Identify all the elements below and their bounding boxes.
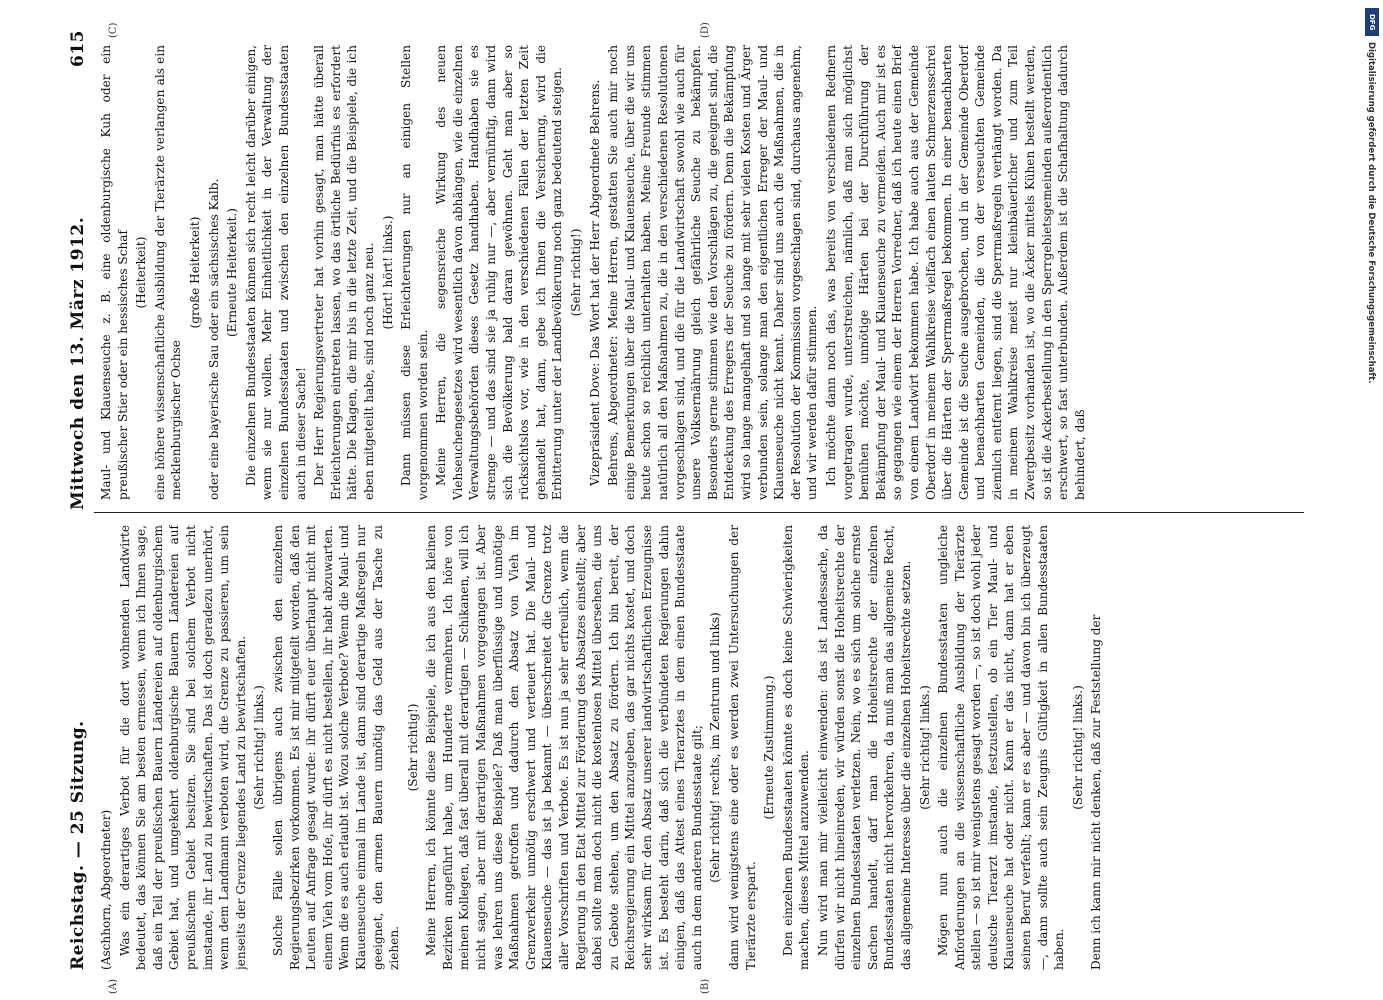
paragraph: eine höhere wissenschaftliche Ausbildung der Tierärzte verlangen als ein mecklenburgischer Ochse bbox=[152, 45, 184, 500]
paragraph: Solche Fälle sollen übrigens auch zwischen den einzelnen Regierungsbezirken vorkommen. Es ist mir mitgeteilt worden, daß den Leuten auf Anfrage gesagt wurde: ihr dürft euer überhaupt nicht mit einem Vieh vom Hofe, ihr dürft es nicht bestellen, ihr habt abzuwarten. Wenn die es auch erlaubt ist. Wozu solche Verbote? Wenn die Maul- und Klauenseuche einmal im Lande ist, dann sind derartige Maßregeln nur geeignet, den armen Bauern unnötig das Geld aus der Tasche zu ziehen. bbox=[270, 525, 402, 970]
paragraph: dann wird wenigstens eine oder es werden zwei Untersuchungen der Tierärzte erspart. bbox=[726, 525, 758, 970]
margin-mark-a: (A) bbox=[108, 978, 119, 994]
paragraph: oder eine bayerische Sau oder ein sächsisches Kalb. bbox=[206, 178, 221, 500]
paragraph: (Sehr richtig! links.) bbox=[917, 685, 932, 810]
paragraph: (Sehr richtig! rechts, im Zentrum und links) bbox=[708, 612, 723, 883]
paragraph: (Sehr richtig! links.) bbox=[252, 685, 267, 810]
rotated-page bbox=[60, 22, 1310, 994]
paragraph: (Erneute Heiterkeit.) bbox=[225, 207, 240, 338]
margin-mark-c: (C) bbox=[108, 22, 119, 38]
margin-mark-d: (D) bbox=[700, 22, 711, 38]
column-divider bbox=[94, 512, 1304, 513]
text-column-left bbox=[98, 525, 1298, 970]
paragraph: Vizepräsident Dove: Das Wort hat der Herr Abgeordnete Behrens. bbox=[587, 79, 602, 486]
paragraph: Mögen nun auch die einzelnen Bundesstaaten ungleiche Anforderungen an die wissenschaftliche Ausbildung der Tierärzte stellen — so ist mir wenigstens gesagt worden —, so ist doch wohl jeder deutsche Tierarzt imstande, festzustellen, ob ein Tier Maul- und Klauenseuche hat oder nicht. Kann er das nicht, dann hat er eben seinen Beruf verfehlt; kann er es aber — und davon bin ich überzeugt —, dann sollte auch sein Zeugnis Gültigkeit in allen Bundesstaaten haben. bbox=[936, 525, 1067, 970]
page-header bbox=[60, 30, 94, 970]
paragraph: Ich möchte dann noch das, was bereits von verschiedenen Rednern vorgetragen wurde, unterstreichen, nämlich, daß man sich möglichst bemühen möchte, unnötige Härten bei der Durchführung der Bekämpfung der Maul- und Klauenseuche zu vermeiden. Auch mir ist es so gegangen wie einem der Herren Vorredner, daß ich heute einen Brief von einem Landwirt bekommen habe. Ich habe auch aus der Gemeinde Oberdorf in meinem Wahlkreise vielfach einen lauten Schmerzensschrei über die Härten der Sperrmaßregel bekommen. In einer benachbarten Gemeinde ist die Seuche ausgebrochen, und in der Gemeinde Oberdorf und benachbarten Gemeinden, die von der verseuchten Gemeinde ziemlich entfernt liegen, sind die Sperrmaßregeln verhängt worden. Da in meinem Wahlkreise meist nur kleinbäuerlicher und zum Teil Zwergbesitz vorhanden ist, wo die Äcker mittels Kühen bestellt werden, so ist die Ackerbestellung in den Sperrgebietsgemeinden außerordentlich erschwert, so fast unterbunden. Außerdem ist die Schafhaltung dadurch behindert, daß bbox=[823, 45, 1087, 500]
paragraph: (große Heiterkeit) bbox=[187, 216, 202, 329]
digitization-credit: Digitalisierung gefördert durch die Deutsche Forschungsgemeinschaft. bbox=[1366, 42, 1376, 384]
paragraph: Nun wird man mir vielleicht einwenden: das ist Landessache, da dürfen wir nicht hineinreden, wir würden sonst die Hoheitsrechte der einzelnen Bundesstaaten verletzen. Nein, wo es sich um solche ernste Sachen handelt, darf man die Hoheitsrechte der einzelnen Bundesstaaten nicht hervorkehren, da muß man das allgemeine Recht, das allgemeine Interesse über die einzelnen Hoheitsrechte setzen. bbox=[815, 525, 913, 970]
margin-mark-b: (B) bbox=[700, 978, 711, 994]
paragraph: Meine Herren, ich könnte diese Beispiele, die ich aus den kleinen Bezirken angeführt habe, um Hunderte vermehren. Ich höre von meinen Kollegen, daß fast überall mit derartigen — Schikanen, will ich nicht sagen, aber mit derartigen Maßnahmen vorgegangen ist. Aber was lehren uns diese Beispiele? Daß man überflüssige und unnötige Maßnahmen getroffen und dadurch den Absatz von Vieh im Grenzverkehr unnötig erschwert und verteuert hat. Die Maul- und Klauenseuche — das ist ja bekannt — überschreitet die Grenze trotz aller Vorschriften und Verbote. Es ist nun ja sehr erfreulich, wenn die Regierung in den Etat Mittel zur Förderung des Absatzes einstellt; aber dabei sollte man doch nicht die kostenlosen Mittel übersehen, die uns zu Gebote stehen, um den Absatz zu fördern. Ich bin bereit, der Reichsregierung ein Mittel anzugeben, das gar nichts kostet, und doch sehr wirksam für den Absatz unserer landwirtschaftlichen Erzeugnisse ist. Es besteht darin, daß sich die verbündeten Regierungen dahin einigen, daß das Attest eines Tierarztes in dem einen Bundesstaate auch in dem anderen Bundesstaate gilt; bbox=[424, 525, 704, 970]
paragraph: Dann müssen diese Erleichterungen nur an einigen Stellen vorgenommen worden sein. bbox=[399, 45, 430, 500]
header-session: Reichstag. — 25 Sitzung. bbox=[68, 720, 88, 970]
paragraph: (Sehr richtig!) bbox=[405, 703, 420, 792]
text-column-right bbox=[98, 45, 1298, 500]
paragraph: Maul- und Klauenseuche z. B. eine oldenburgische Kuh oder ein preußischer Stier oder ein hessisches Schaf bbox=[99, 45, 130, 500]
paragraph: (Hört! hört! links.) bbox=[380, 215, 395, 330]
paragraph: (Erneute Zustimmung.) bbox=[762, 675, 777, 820]
paragraph: Meine Herren, die segensreiche Wirkung des neuen Viehseuchengesetzes wird wesentlich davon abhängen, wie die einzelnen Verwaltungsbehörden dieses Gesetz handhaben. Handhaben sie es strenge — und das sind sie ja ruhig nur —, aber vernünftig, dann wird sich die Bevölkerung bald daran gewöhnen. Geht man aber so rücksichtslos vor, wie in den verschiedenen Fällen der letzten Zeit gehandelt hat, dann, gebe ich Ihnen die Versicherung, wird die Erbitterung unter der Landbevölkerung noch ganz bedeutend steigen. bbox=[434, 45, 565, 500]
paragraph: Der Herr Regierungsvertreter hat vorhin gesagt, man hätte überall Erleichterungen eintreten lassen, wo das örtliche Bedürfnis es erfordert hätte. Die Klagen, die mir bis in die letzte Zeit, und die Beispiele, die ich eben mitgeteilt habe, sind noch ganz neu. bbox=[312, 45, 376, 500]
paragraph: (Sehr richtig!) bbox=[569, 228, 584, 317]
paragraph: Behrens, Abgeordneter: Meine Herren, gestatten Sie auch mir noch einige Bemerkungen über die Maul- und Klauenseuche, über die wir uns heute schon so reichlich unterhalten haben. Meine Freunde stimmen natürlich all den Maßnahmen zu, die in den verschiedenen Resolutionen vorgeschlagen sind, und die für die Landwirtschaft sowohl wie auch für unsere Volksernährung gleich gefährliche Seuche zu bekämpfen. Besonders gerne stimmen wie den Vorschlägen zu, die geeignet sind, die Entdeckung des Erregers der Seuche zu fördern. Denn die Bekämpfung wird so lange mangelhaft und so lange mit sehr vielen Kosten und Ärger verbunden sein, solange man den eigentlichen Erreger der Maul- und Klauenseuche nicht kennt. Daher sind uns auch die Maßnahmen, die in der Resolution der Kommission vorgeschlagen sind, durchaus angenehm, und wir werden dafür stimmen. bbox=[606, 45, 820, 500]
header-date: Mittwoch den 13. März 1912. bbox=[68, 216, 88, 510]
paragraph: Den einzelnen Bundesstaaten könnte es doch keine Schwierigkeiten machen, dieses Mittel anzuwenden. bbox=[780, 525, 812, 970]
paragraph: Denn ich kann mir nicht denken, daß zur Feststellung der bbox=[1089, 614, 1104, 970]
side-credit bbox=[1365, 8, 1379, 668]
paragraph: Was ein derartiges Verbot für die dort wohnenden Landwirte bedeutet, das können Sie am besten ermessen, wenn ich Ihnen sage, daß ein Teil der preußischen Bauern Ländereien auf oldenburgischem Gebiet hat, und umgekehrt oldenburgische Bauern Ländereien auf preußischem Gebiet besitzen. Sie sind bei solchem Verbot nicht imstande, ihr Land zu bewirtschaften. Das ist doch geradezu unerhört, wenn dem Landmann verboten wird, die Grenze zu passieren, um sein jenseits der Grenze liegendes Land zu bewirtschaften. bbox=[117, 525, 248, 970]
paragraph: (Heiterkeit) bbox=[134, 236, 149, 309]
page-number: 615 bbox=[68, 30, 88, 67]
paragraph: (Aschhorn, Abgeordneter) bbox=[99, 809, 113, 970]
paragraph: (Sehr richtig! links.) bbox=[1070, 685, 1085, 810]
paragraph: Die einzelnen Bundesstaaten können sich recht leicht darüber einigen, wenn sie nur wollen. Mehr Einheitlichkeit in der Verwaltung der einzelnen Bundesstaaten und zwischen den einzelnen Bundesstaaten auch in dieser Sache! bbox=[243, 45, 308, 500]
dfg-logo: DFG bbox=[1365, 8, 1379, 36]
